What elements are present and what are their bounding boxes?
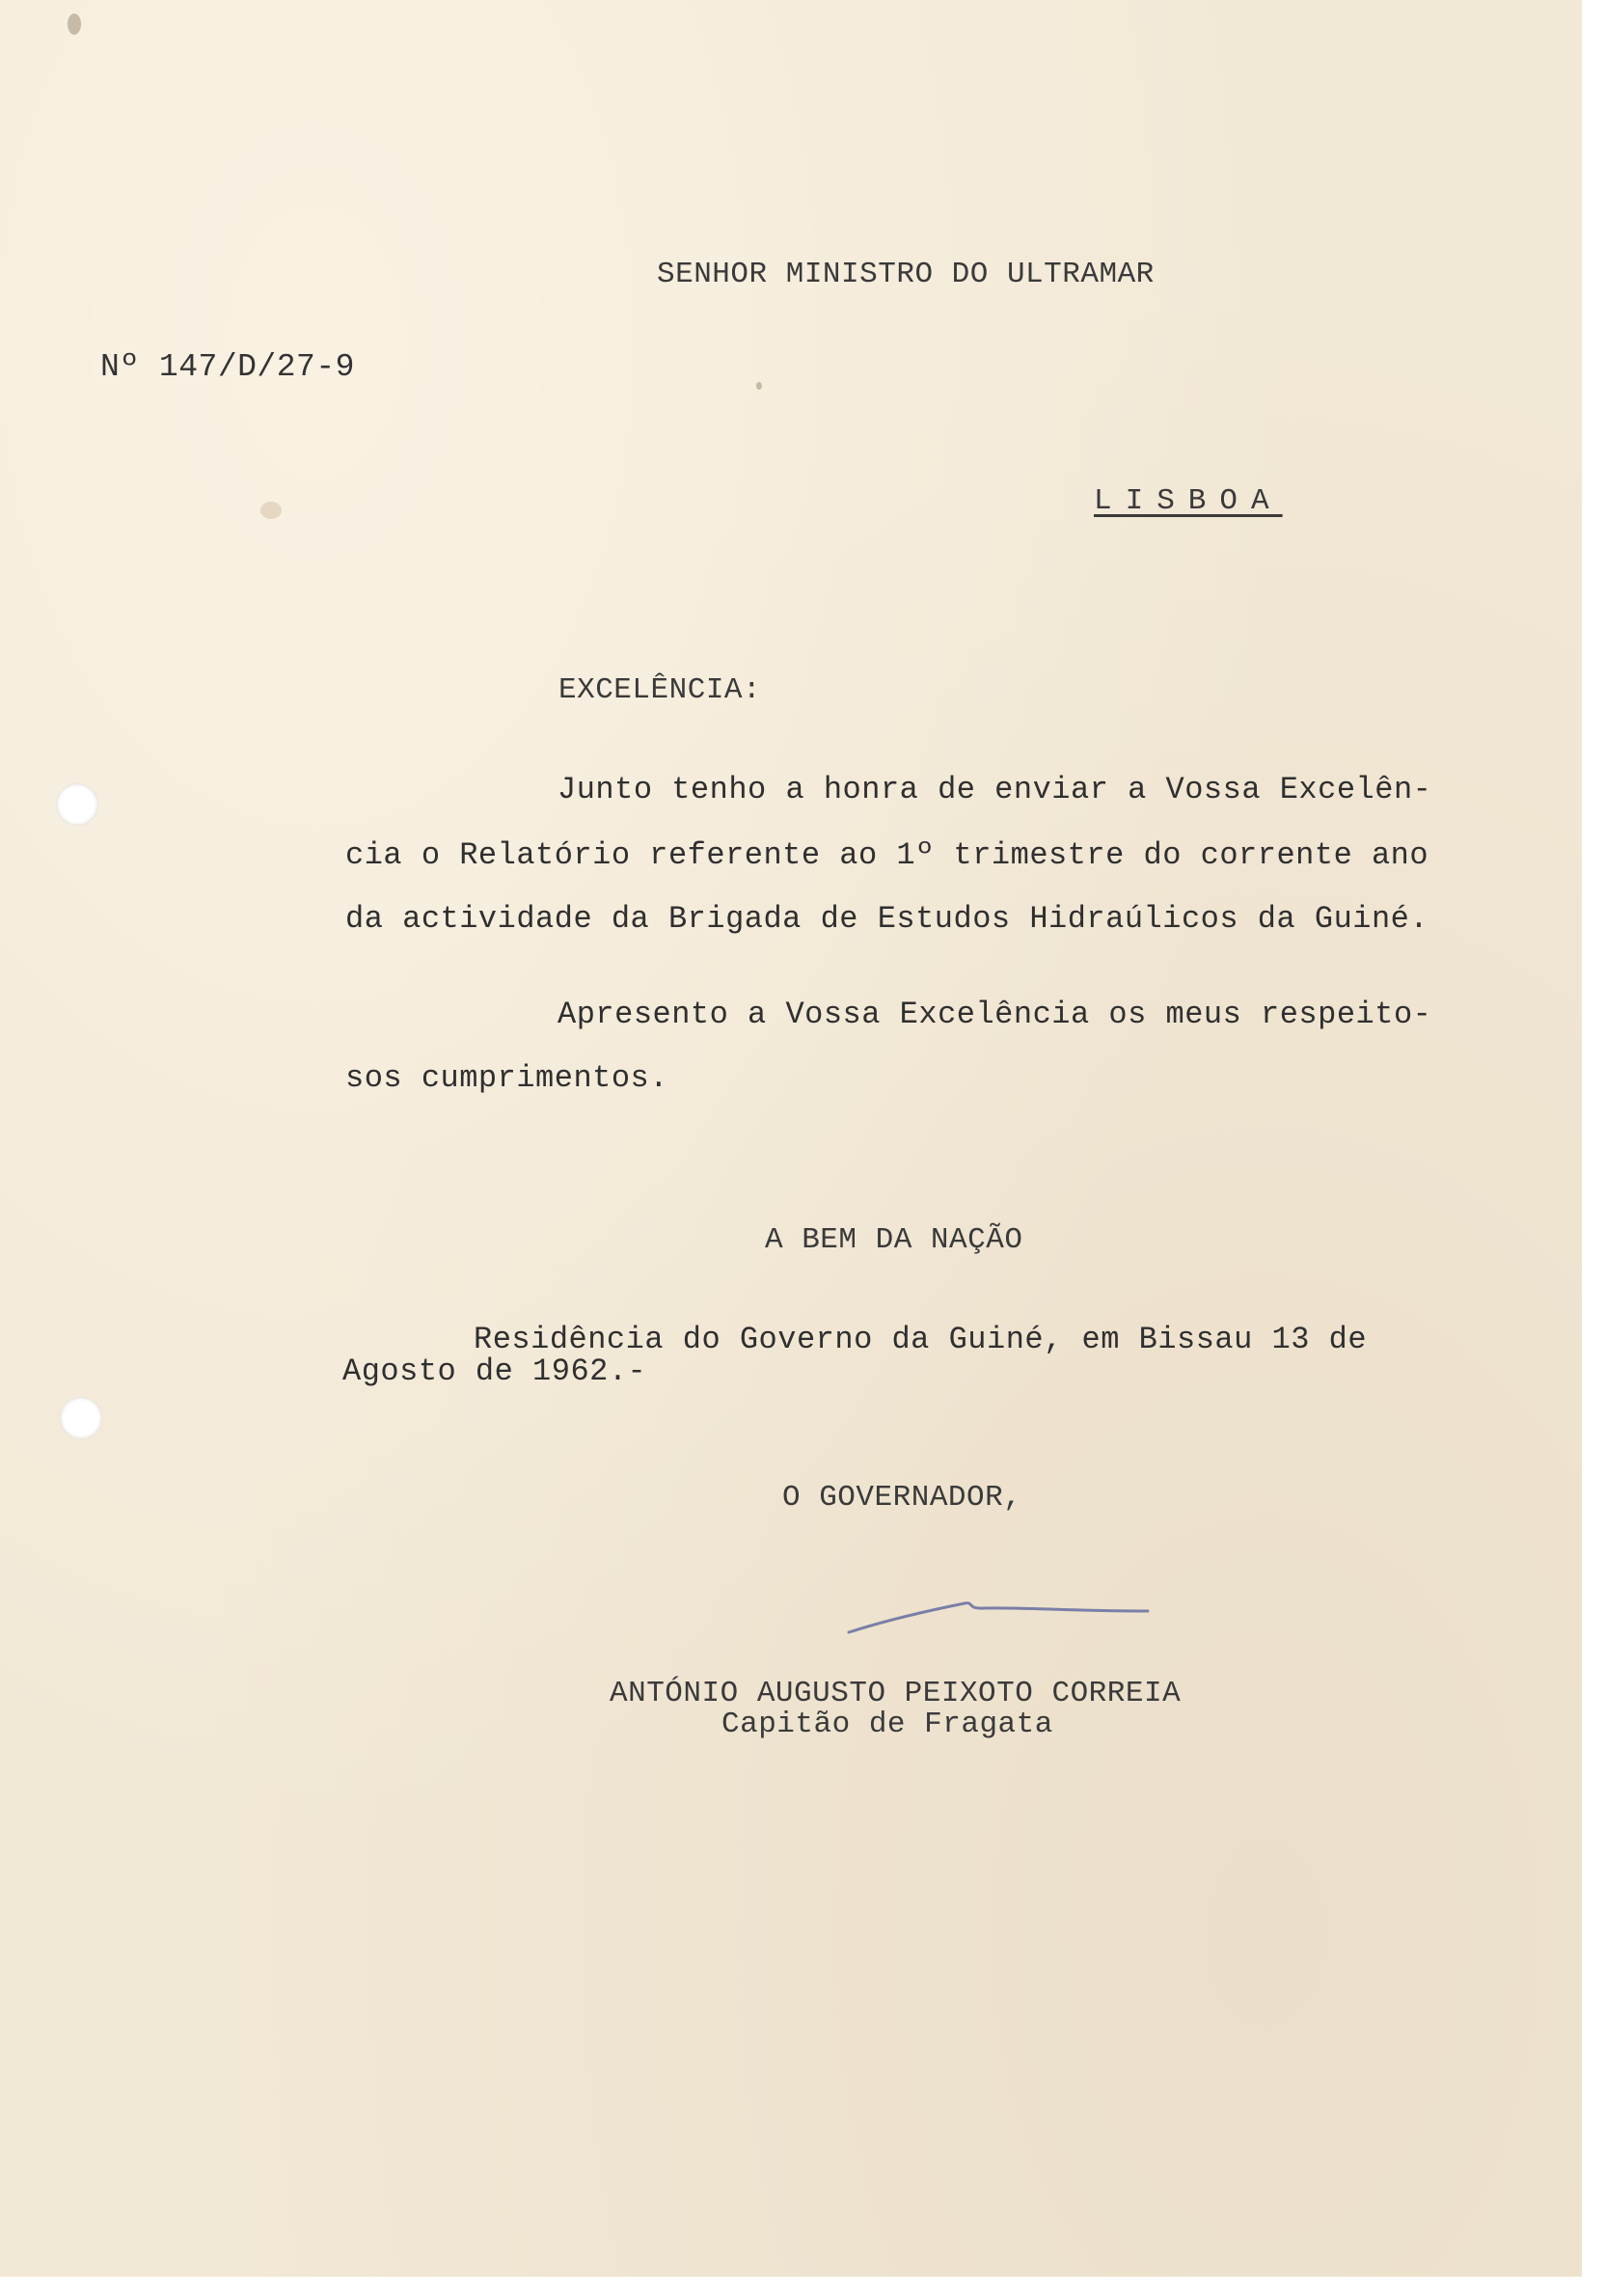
signatory-rank: Capitão de Fragata xyxy=(721,1708,1053,1741)
paragraph-2-line-2: sos cumprimentos. xyxy=(345,1060,668,1096)
paragraph-1-line-2: cia o Relatório referente ao 1º trimestre do corrente ano xyxy=(345,837,1429,873)
destination-city: LISBOA xyxy=(1094,484,1283,518)
scan-margin xyxy=(1582,0,1605,2296)
salutation: EXCELÊNCIA: xyxy=(558,673,762,707)
punch-hole xyxy=(56,783,98,826)
addressee: SENHOR MINISTRO DO ULTRAMAR xyxy=(657,258,1155,291)
paragraph-1-line-1: Junto tenho a honra de enviar a Vossa Excelên- xyxy=(558,772,1432,807)
stain-mark xyxy=(68,14,81,35)
date-line-2: Agosto de 1962.- xyxy=(342,1353,647,1389)
punch-hole xyxy=(60,1397,102,1439)
signatory-name: ANTÓNIO AUGUSTO PEIXOTO CORREIA xyxy=(610,1677,1182,1710)
stain-mark xyxy=(260,502,282,519)
reference-number: Nº 147/D/27-9 xyxy=(100,349,355,385)
date-line-1: Residência do Governo da Guiné, em Bissau 13 de xyxy=(474,1322,1368,1357)
stain-mark xyxy=(756,382,762,390)
signature-mark xyxy=(839,1582,1167,1640)
paragraph-1-line-3: da actividade da Brigada de Estudos Hidraúlicos da Guiné. xyxy=(345,901,1429,937)
scan-margin xyxy=(0,2277,1605,2296)
closing-motto: A BEM DA NAÇÃO xyxy=(765,1223,1023,1257)
signatory-title: O GOVERNADOR, xyxy=(782,1481,1022,1515)
paragraph-2-line-1: Apresento a Vossa Excelência os meus respeito- xyxy=(558,997,1432,1032)
